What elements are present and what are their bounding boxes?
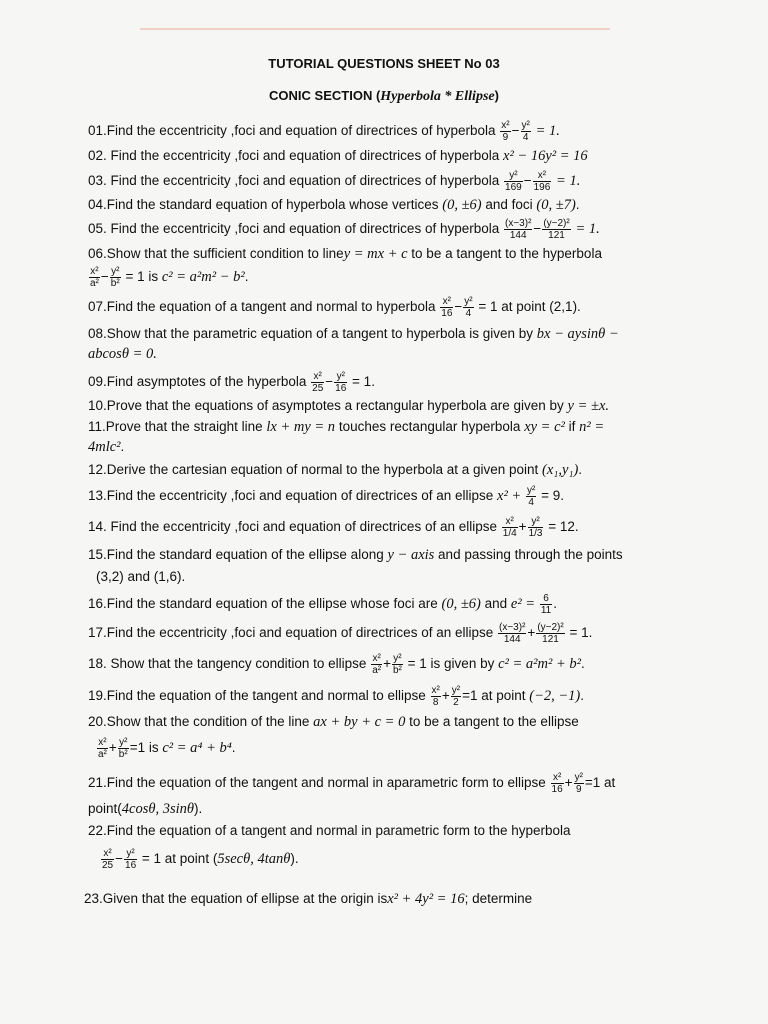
- fraction: $\frac{\text{x²}}{196}$: [533, 170, 551, 193]
- question-08-cont: abcosθ = 0.: [88, 346, 157, 362]
- question-03: 03. Find the eccentricity ,foci and equation of directrices of hyperbola $\frac{\text{y²}}{169}$ − $\frac{\text{x²}}{196}$ = 1.: [88, 170, 581, 193]
- fraction: $\frac{\text{x²}}{16}$: [551, 772, 563, 795]
- question-06: 06.Show that the sufficient condition to liney = mx + c to be a tangent to the hyperbola: [88, 246, 602, 262]
- question-15-cont: (3,2) and (1,6).: [96, 569, 186, 584]
- fraction: $\frac{6}{11}$: [540, 593, 552, 616]
- question-09: 09.Find asymptotes of the hyperbola $\frac{\text{x²}}{25}$ − $\frac{\text{y²}}{16}$ = 1.: [88, 371, 375, 394]
- question-17: 17.Find the eccentricity ,foci and equation of directrices of an ellipse $\frac{\text{(x−3)²}}{144}$ + $\frac{\text{(y−2)²}}{121}$ = 1.: [88, 622, 593, 645]
- fraction: $\frac{\text{x²}}{8}$: [431, 685, 440, 708]
- fraction: $\frac{\text{x²}}{25}$: [102, 848, 114, 871]
- fraction: $\frac{\text{x²}}{25}$: [312, 371, 324, 394]
- question-22-cont: $\frac{\text{x²}}{25}$ − $\frac{\text{y²}}{16}$ = 1 at point (5secθ, 4tanθ).: [102, 848, 299, 871]
- fraction: $\frac{\text{(x−3)²}}{144}$: [505, 218, 532, 241]
- fraction: $\frac{\text{x²}}{\text{a²}}$: [372, 653, 382, 676]
- page-subtitle: CONIC SECTION (Hyperbola * Ellipse): [269, 88, 499, 104]
- fraction: $\frac{\text{y²}}{4}$: [526, 485, 536, 508]
- top-divider: [140, 28, 610, 30]
- question-15: 15.Find the standard equation of the ellipse along y − axis and passing through the points: [88, 547, 623, 563]
- fraction: $\frac{\text{y²}}{1/3}$: [528, 516, 543, 539]
- fraction: $\frac{\text{(x−3)²}}{144}$: [499, 622, 526, 645]
- question-14: 14. Find the eccentricity ,foci and equation of directrices of an ellipse $\frac{\text{x²}}{1/4}$ + $\frac{\text{y²}}{1/3}$ = 12.: [88, 516, 579, 539]
- fraction: $\frac{\text{y²}}{169}$: [505, 170, 522, 193]
- fraction: $\frac{\text{y²}}{16}$: [335, 371, 347, 394]
- fraction: $\frac{\text{(y−2)²}}{121}$: [537, 622, 564, 645]
- question-21: 21.Find the equation of the tangent and normal in aparametric form to ellipse $\frac{\text{x²}}{16}$ + $\frac{\text{y²}}{9}$ =1 at: [88, 772, 616, 795]
- fraction: $\frac{\text{(y−2)²}}{121}$: [543, 218, 570, 241]
- fraction: $\frac{\text{y²}}{\text{b²}}$: [110, 266, 120, 289]
- fraction: $\frac{\text{x²}}{1/4}$: [502, 516, 517, 539]
- fraction: $\frac{\text{y²}}{9}$: [574, 772, 583, 795]
- question-20: 20.Show that the condition of the line ax + by + c = 0 to be a tangent to the ellipse: [88, 714, 579, 730]
- question-04: 04.Find the standard equation of hyperbola whose vertices (0, ±6) and foci (0, ±7).: [88, 197, 580, 213]
- fraction: $\frac{\text{x²}}{9}$: [501, 120, 510, 143]
- question-21-cont: point(4cosθ, 3sinθ).: [88, 801, 203, 817]
- question-16: 16.Find the standard equation of the ellipse whose foci are (0, ±6) and e² = $\frac{6}{11}$ .: [88, 593, 558, 616]
- fraction: $\frac{\text{x²}}{\text{a²}}$: [90, 266, 99, 289]
- fraction: $\frac{\text{y²}}{\text{b²}}$: [118, 737, 128, 760]
- question-12: 12.Derive the cartesian equation of normal to the hyperbola at a given point (x₁,y₁).: [88, 462, 583, 478]
- fraction: $\frac{\text{x²}}{\text{a²}}$: [98, 737, 107, 760]
- question-05: 05. Find the eccentricity ,foci and equation of directrices of hyperbola $\frac{\text{(x−3)²}}{144}$ − $\frac{\text{(y−2)²}}{121}$ = 1.: [88, 218, 600, 241]
- fraction: $\frac{\text{y²}}{4}$: [464, 296, 473, 319]
- question-13: 13.Find the eccentricity ,foci and equation of directrices of an ellipse x² + $\frac{\text{y²}}{4}$ = 9.: [88, 485, 564, 508]
- question-10: 10.Prove that the equations of asymptotes a rectangular hyperbola are given by y = ±x.: [88, 398, 610, 414]
- question-11: 11.Prove that the straight line lx + my = n touches rectangular hyperbola xy = c² if n² =: [88, 419, 605, 435]
- fraction: $\frac{\text{y²}}{4}$: [521, 120, 530, 143]
- page-title: TUTORIAL QUESTIONS SHEET No 03: [268, 56, 500, 71]
- fraction: $\frac{\text{y²}}{2}$: [451, 685, 461, 708]
- question-06-cont: $\frac{\text{x²}}{\text{a²}}$ − $\frac{\text{y²}}{\text{b²}}$ = 1 is c² = a²m² − b².: [90, 266, 249, 289]
- fraction: $\frac{\text{y²}}{\text{b²}}$: [393, 653, 402, 676]
- question-07: 07.Find the equation of a tangent and normal to hyperbola $\frac{\text{x²}}{16}$ − $\frac{\text{y²}}{4}$ = 1 at point (2,1).: [88, 296, 581, 319]
- question-20-cont: $\frac{\text{x²}}{\text{a²}}$ + $\frac{\text{y²}}{\text{b²}}$ =1 is c² = a⁴ + b⁴.: [98, 737, 236, 760]
- question-23: 23.Given that the equation of ellipse at the origin isx² + 4y² = 16; determine: [84, 891, 533, 907]
- fraction: $\frac{\text{x²}}{16}$: [441, 296, 453, 319]
- question-11-cont: 4mlc².: [88, 439, 125, 455]
- question-19: 19.Find the equation of the tangent and normal to ellipse $\frac{\text{x²}}{8}$ + $\frac{\text{y²}}{2}$ =1 at point (−2, −1).: [88, 685, 585, 708]
- fraction: $\frac{\text{y²}}{16}$: [125, 848, 137, 871]
- question-02: 02. Find the eccentricity ,foci and equation of directrices of hyperbola x² − 16y² = 16: [88, 148, 588, 164]
- question-08: 08.Show that the parametric equation of a tangent to hyperbola is given by bx − aysinθ −: [88, 326, 619, 342]
- question-18: 18. Show that the tangency condition to ellipse $\frac{\text{x²}}{\text{a²}}$ + $\frac{\text{y²}}{\text{b²}}$ = 1 is given by c² = a²m² + b².: [88, 653, 585, 676]
- question-01: 01.Find the eccentricity ,foci and equation of directrices of hyperbola $\frac{\text{x²}}{9}$ − $\frac{\text{y²}}{4}$ = 1.: [88, 120, 560, 143]
- question-22: 22.Find the equation of a tangent and normal in parametric form to the hyperbola: [88, 823, 571, 838]
